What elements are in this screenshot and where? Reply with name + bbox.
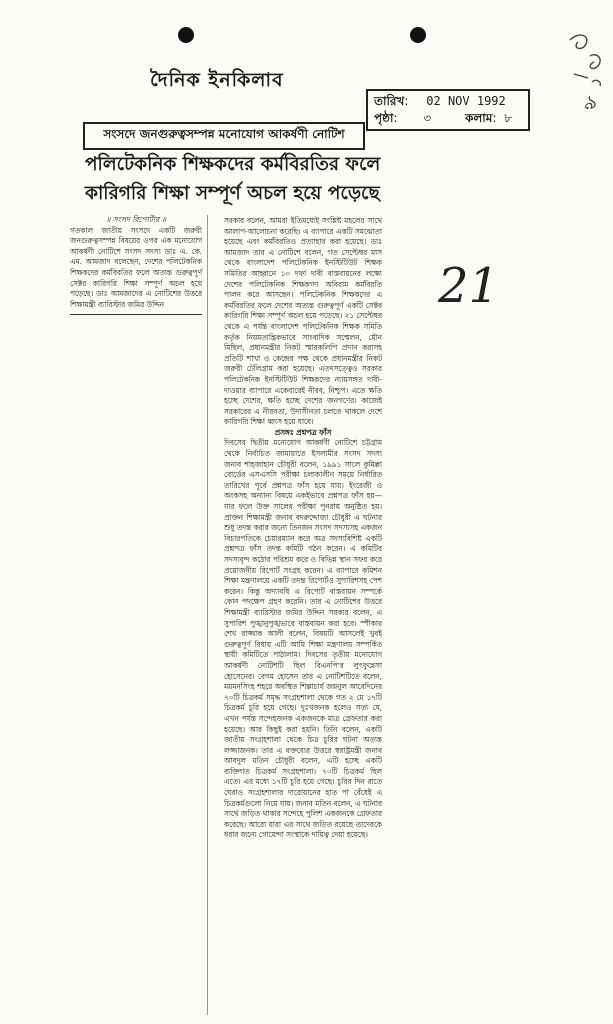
stamp-page-label: পৃষ্ঠা <box>374 111 394 125</box>
stamp-date-value: 02 NOV 1992 <box>426 94 506 108</box>
punch-hole-right <box>410 27 426 43</box>
headline-line-1: পলিটেকনিক শিক্ষকদের কর্মবিরতির ফলে <box>85 154 381 175</box>
stamp-page-row: পৃষ্ঠা: ৩ কলাম: ৮ <box>374 111 513 125</box>
stamp-page-value: ৩ <box>423 111 432 125</box>
handwritten-scribble <box>560 26 610 88</box>
stamp-column-value: ৮ <box>504 111 513 125</box>
article-kicker: সংসদে জনগুরুত্বসম্পন্ন মনোযোগ আকর্ষণী নোটিশ <box>83 122 365 150</box>
column-2-text-a: সরকার বলেন, আমরা ইতিমধ্যেই সংশ্লিষ্ট মহলের সাথে আলাপ-আলোচনা করেছি। এ ব্যাপারে একটি সমঝোতা হয়েছে এবং কর্মবিরতিও প্রত্যাহার করা হয়েছে। ডাঃ আমজাদ তার এ নোটিশে বলেন, গত সেপ্টেম্বর মাস থেকে বাংলাদেশ পলিটেকনিক ইনস্টিটিউট শিক্ষক সমিতির আহ্বানে ১০ দফা দাবী বাস্তবায়নের লক্ষ্যে দেশের পলিটেকনিক শিক্ষকগণ অবিরাম কর্মবিরতি পালন করে আসছেন। পলিটেকনিক শিক্ষকদের এ কর্মবিরতির ফলে দেশের অত্যন্ত গুরুত্বপূর্ণ একটি সেক্টর কারিগরি শিক্ষা সম্পূর্ণ অচল হয়ে পড়েছে। ২১ সেপ্টেম্বর থেকে এ পর্যন্ত বাংলাদেশ পলিটেকনিক শিক্ষক সমিতি কর্তৃক নিয়মতান্ত্রিকভাবে সাংবাদিক সম্মেলন, মৌন মিছিল, প্রধানমন্ত্রীর নিকট স্মারকলিপি প্রদান করাসহ প্রতিটি শাখা ও কেন্দ্রের পক্ষ থেকে প্রধানমন্ত্রীর নিকট জরুরী টেলিগ্রাম করা হয়েছে। এতদসত্ত্বেও সরকার পলিটেকনিক ইনস্টিটিউট শিক্ষকদের ন্যায়সঙ্গত দাবী-দাওয়ার ব্যাপারে একেবারেই নীরব, নিশ্চুপ। এতে ক্ষতি হচ্ছে দেশের, ক্ষতি হচ্ছে দেশের জনগণের। কাজেই সরকারের এ নীরবতা, উদাসীনতা চলতে থাকলে দেশে কারিগরি শিক্ষা ধ্বংস হয়ে যাবে। <box>224 216 382 427</box>
headline-line-2: কারিগরি শিক্ষা সম্পূর্ণ অচল হয়ে পড়েছে <box>85 183 380 204</box>
column-divider <box>207 215 208 1015</box>
stamp-date-label: তারিখ <box>374 94 405 108</box>
article-column-1 <box>70 215 202 310</box>
punch-hole-left <box>178 27 194 43</box>
article-subhead: প্রসঙ্গঃ প্রশ্নপত্র ফাঁস <box>274 427 332 437</box>
column-2-text-b: দিবসের দ্বিতীয় মনোযোগ আকর্ষণী নোটিশে চট্টগ্রাম থেকে নির্বাচিত জামায়াতে ইসলামীর সংসদ সদস্য জনাব শাহজাহান চৌধুরী বলেন, ১৯৯১ সালে কুমিল্লা বোর্ডের এসএসসি পরীক্ষা চলাকালীন সময়ে নির্ধারিত তারিখের পূর্বে প্রশ্নপত্র ফাঁস হয়ে যায়। ইংরেজী ও অংকসহ অন্যান্য বিষয়ে একইভাবে প্রশ্নপত্র ফাঁস হয়— যার ফলে উক্ত সালের পরীক্ষা পুনরায় অনুষ্ঠিত হয়। প্রাক্তন শিক্ষামন্ত্রী জনাব বদরুদ্দোজা চৌধুরী এ ঘটনার শুধু তদন্ত করার জন্যে তিনজন সংসদ সদস্যসহ একজন বিচারপতিকে চেয়ারম্যান করে অত্র সদস্যবিশিষ্ট একটি প্রশ্নপত্র ফাঁস তদন্ত কমিটি গঠন করেন। এ কমিটির সদস্যবৃন্দ কঠোর পরিশ্রম করে ও বিভিন্ন স্থান সফর করে প্রয়োজনীয় রিপোর্ট সংগ্রহ করেন। এ ব্যাপারে কমিশন শিক্ষা মন্ত্রণালয়ে একটি তদন্ত রিপোর্টও সুপারিশসহ পেশ করেন। কিন্তু অদ্যাবধি এ রিপোর্ট বাস্তবায়ন সম্পর্কে কোন পদক্ষেপ গ্রহণ করেনি। তার এ নোটিশের উত্তরে শিক্ষামন্ত্রী ব্যারিস্টার জমির উদ্দিন সরকার বলেন, এ সুপারিশ পুঙ্খানুপুঙ্খভাবে বাস্তবায়ন করা হবে। স্পীকার শেখ রাজ্জাক আলী বলেন, বিষয়টি আসলেই খুবই গুরুত্বপূর্ণ বিধায় এটি আমি শিক্ষা মন্ত্রণালয় সম্পর্কিত স্থায়ী কমিটিতে পাঠালাম। দিবসের তৃতীয় মনোযোগ আকর্ষণী নোটিশটি ছিল বিএনপি'র লুৎফুন্নেসা হোসেনের। বেগম হোসেন তার এ নোটিশটিতে বলেন, ময়মনসিংহ শহরে অবস্থিত শিল্পাচার্য জয়নুল আবেদিনের ৭০টি চিত্রকর্ম সমৃদ্ধ সংগ্রহশালা থেকে গত ২ মে ১৭টি চিত্রকর্ম চুরি হয়ে গেছে। দুঃখজনক হলেও সত্য যে, এখন পর্যন্ত সন্দেহজনক একজনকে মাত্র গ্রেফতার করা হয়েছে। আর কিছুই করা হয়নি। তিনি বলেন, একটি জাতীয় সংগ্রহশালা থেকে চিত্র চুরির ঘটনা অত্যন্ত লজ্জাজনক। তার এ বক্তব্যের উত্তরে স্বরাষ্ট্রমন্ত্রী জনাব আবদুল মতিন চৌধুরী বলেন, এটি হচ্ছে একটি ব্যক্তিগত চিত্রকর্ম সংগ্রহশালা। ৭০টি চিত্রকর্ম ছিল এতে। এর মধ্যে ১৭টি চুরি হয়ে গেছে। চুরির দিন রাতে ঘেরাও সংগ্রহশালার দারোয়ানের হাত পা বেঁধেই এ চিত্রকর্মগুলো নিয়ে যায়। জনাব মতিন বলেন, এ ঘটনার সাথে জড়িত থাকার সন্দেহে পুলিশ একজনকে গ্রেফতার করেছে। আরো যারা এর সাথে জড়িত রয়েছে তাদেরকে ধরার জন্যে গোয়েন্দা সংস্থাকে দায়িত্ব দেয়া হয়েছে। <box>224 438 382 840</box>
stamp-column-label: কলাম <box>464 111 493 125</box>
article-column-2 <box>224 216 382 1014</box>
handwritten-note-top: ৯ <box>583 90 596 114</box>
article-byline: ॥ সংসদ রিপোর্টার ॥ <box>106 215 166 224</box>
date-stamp <box>366 89 530 131</box>
column-1-end-rule <box>70 314 202 315</box>
handwritten-number: 21 <box>438 258 500 314</box>
newspaper-masthead: দৈনিক ইনকিলাব <box>150 69 284 91</box>
stamp-date-row: তারিখ: 02 NOV 1992 <box>374 94 506 108</box>
column-1-text: গতকাল জাতীয় সংসদে একটি জরুরী জনগুরুত্বসম্পন্ন বিষয়ের ওপর এক মনোযোগ আকর্ষণী নোটিশে সংসদ সদস্য ডাঃ এ. কে. এম. আমজাদ বলেছেন, দেশের পলিটেকনিক শিক্ষকদের কর্মবিরতির ফলে অত্যন্ত গুরুত্বপূর্ণ সেক্টর কারিগরি শিক্ষা সম্পূর্ণ অচল হয়ে পড়েছে। ডাঃ আমজাদের এ নোটিশের উত্তরে শিক্ষামন্ত্রী ব্যারিস্টার জমির উদ্দিন <box>70 225 202 309</box>
